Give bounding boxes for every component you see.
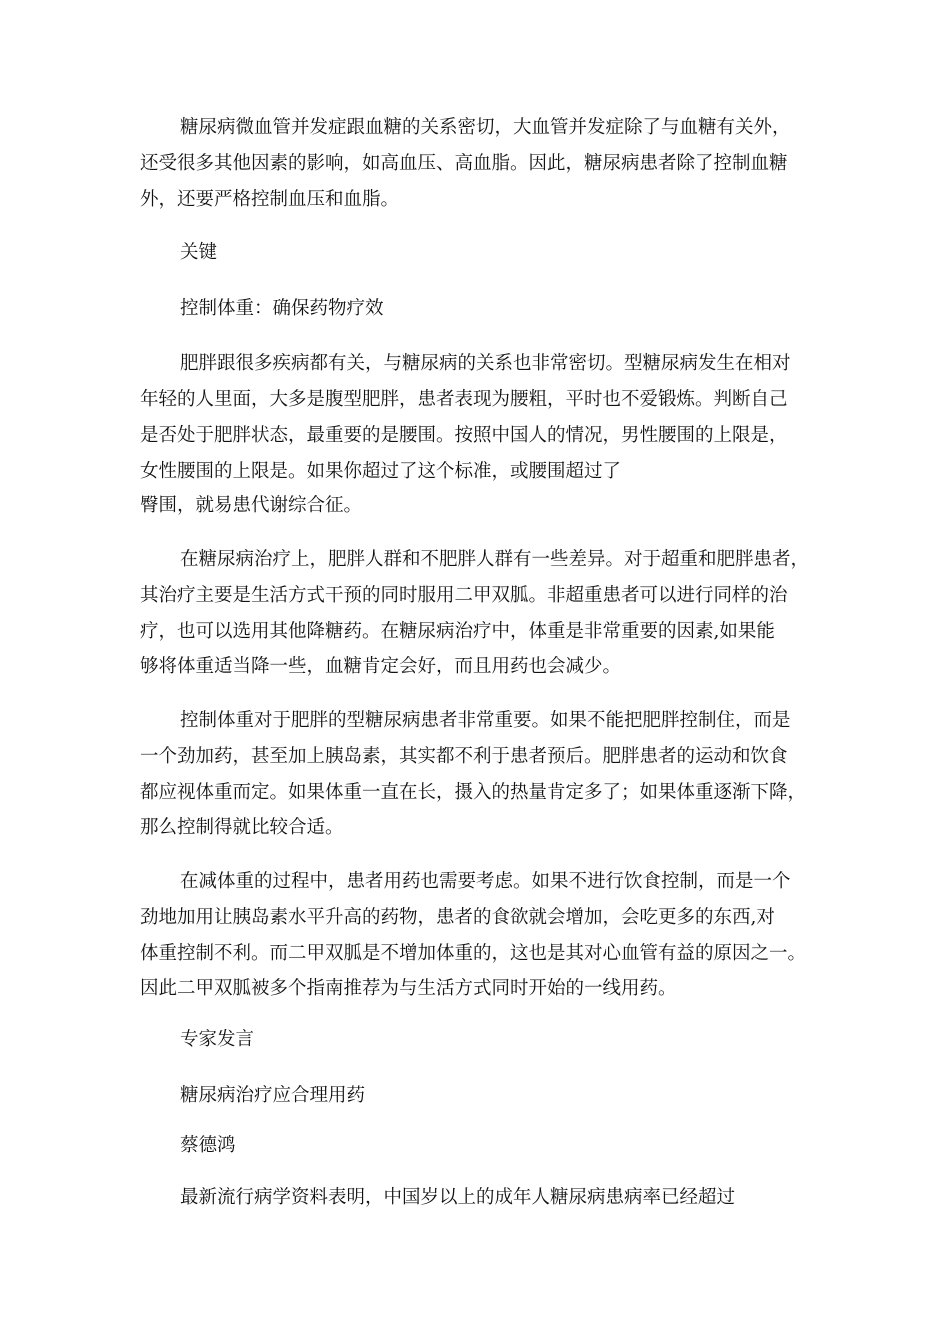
paragraph-line: 那么控制得就比较合适。 — [140, 817, 344, 838]
paragraph-line: 疗，也可以选用其他降糖药。在糖尿病治疗中，体重是非常重要的因素,如果能 — [140, 621, 775, 642]
paragraph-line: 臀围，就易患代谢综合征。 — [140, 495, 363, 516]
paragraph-line: 是否处于肥胖状态，最重要的是腰围。按照中国人的情况，男性腰围的上限是， — [140, 425, 788, 446]
paragraph-line: 够将体重适当降一些，血糖肯定会好，而且用药也会减少。 — [140, 656, 622, 677]
paragraph-line: 在糖尿病治疗上，肥胖人群和不肥胖人群有一些差异。对于超重和肥胖患者， — [180, 549, 810, 570]
paragraph-line: 在减体重的过程中，患者用药也需要考虑。如果不进行饮食控制，而是一个 — [180, 871, 791, 892]
paragraph-line: 最新流行病学资料表明，中国岁以上的成年人糖尿病患病率已经超过 — [180, 1187, 736, 1208]
paragraph-line: 女性腰围的上限是。如果你超过了这个标准，或腰围超过了 — [140, 461, 622, 482]
paragraph-line: 年轻的人里面，大多是腹型肥胖，患者表现为腰粗，平时也不爱锻炼。判断自己 — [140, 389, 788, 410]
article-author: 蔡德鸿 — [180, 1135, 236, 1156]
paragraph-line: 还受很多其他因素的影响，如高血压、高血脂。因此，糖尿病患者除了控制血糖 — [140, 153, 788, 174]
section-heading: 关键 — [180, 242, 218, 263]
paragraph-line: 控制体重对于肥胖的型糖尿病患者非常重要。如果不能把肥胖控制住，而是 — [180, 710, 791, 731]
paragraph-line: 其治疗主要是生活方式干预的同时服用二甲双胍。非超重患者可以进行同样的治 — [140, 585, 788, 606]
paragraph-line: 都应视体重而定。如果体重一直在长，摄入的热量肯定多了；如果体重逐渐下降， — [140, 782, 807, 803]
paragraph-line: 糖尿病微血管并发症跟血糖的关系密切，大血管并发症除了与血糖有关外， — [180, 117, 791, 138]
paragraph-line: 外，还要严格控制血压和血脂。 — [140, 189, 400, 210]
article-title: 糖尿病治疗应合理用药 — [180, 1085, 366, 1106]
section-heading: 专家发言 — [180, 1029, 255, 1050]
paragraph-line: 肥胖跟很多疾病都有关，与糖尿病的关系也非常密切。型糖尿病发生在相对 — [180, 353, 791, 374]
paragraph-line: 体重控制不利。而二甲双胍是不增加体重的，这也是其对心血管有益的原因之一。 — [140, 943, 807, 964]
paragraph-line: 因此二甲双胍被多个指南推荐为与生活方式同时开始的一线用药。 — [140, 978, 677, 999]
paragraph-line: 劲地加用让胰岛素水平升高的药物，患者的食欲就会增加，会吃更多的东西,对 — [140, 907, 775, 928]
section-subheading: 控制体重：确保药物疗效 — [180, 298, 384, 319]
paragraph-line: 一个劲加药，甚至加上胰岛素，其实都不利于患者预后。肥胖患者的运动和饮食 — [140, 746, 788, 767]
